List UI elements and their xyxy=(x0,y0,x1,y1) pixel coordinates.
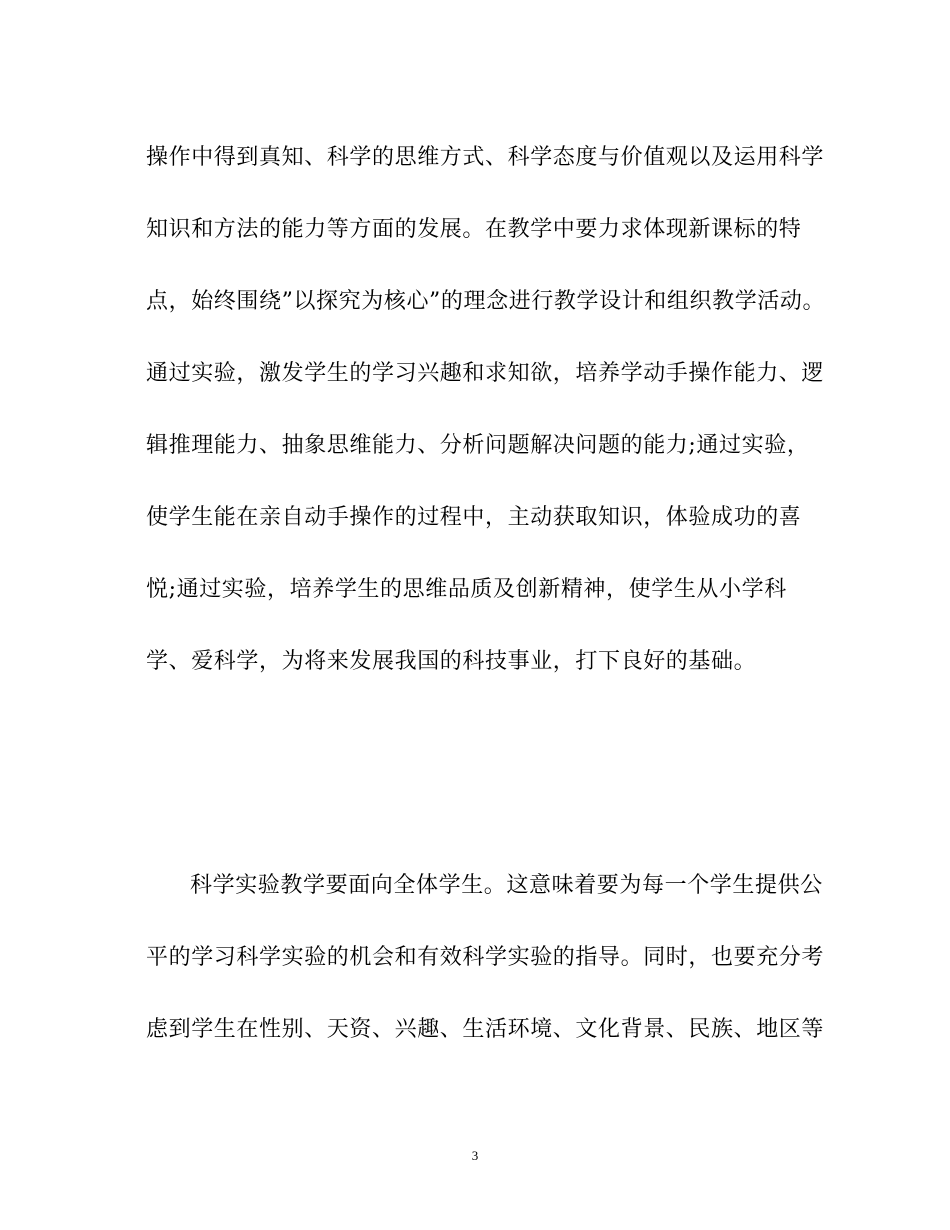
paragraph-1-line-2: 知识和方法的能力等方面的发展。在教学中要力求体现新课标的特 xyxy=(146,217,802,242)
paragraph-1-line-5: 辑推理能力、抽象思维能力、分析问题解决问题的能力;通过实验， xyxy=(146,433,810,458)
paragraph-1-line-8: 学、爱科学，为将来发展我国的科技事业，打下良好的基础。 xyxy=(146,649,757,674)
paragraph-2-line-2: 平的学习科学实验的机会和有效科学实验的指导。同时，也要充分考 xyxy=(146,945,825,970)
paragraph-1-line-3: 点，始终围绕”以探究为核心”的理念进行教学设计和组织教学活动。 xyxy=(146,289,826,314)
paragraph-1-line-4: 通过实验，激发学生的学习兴趣和求知欲，培养学动手操作能力、逻 xyxy=(146,361,825,386)
paragraph-1-line-6: 使学生能在亲自动手操作的过程中，主动获取知识，体验成功的喜 xyxy=(146,505,802,530)
paragraph-1-line-1: 操作中得到真知、科学的思维方式、科学态度与价值观以及运用科学 xyxy=(146,145,825,170)
paragraph-1-line-7: 悦;通过实验，培养学生的思维品质及创新精神，使学生从小学科 xyxy=(146,577,787,602)
paragraph-2-line-1: 科学实验教学要面向全体学生。这意味着要为每一个学生提供公 xyxy=(190,873,823,898)
paragraph-2-line-3: 虑到学生在性别、天资、兴趣、生活环境、文化背景、民族、地区等 xyxy=(146,1017,825,1042)
page-number: 3 xyxy=(471,1148,479,1163)
